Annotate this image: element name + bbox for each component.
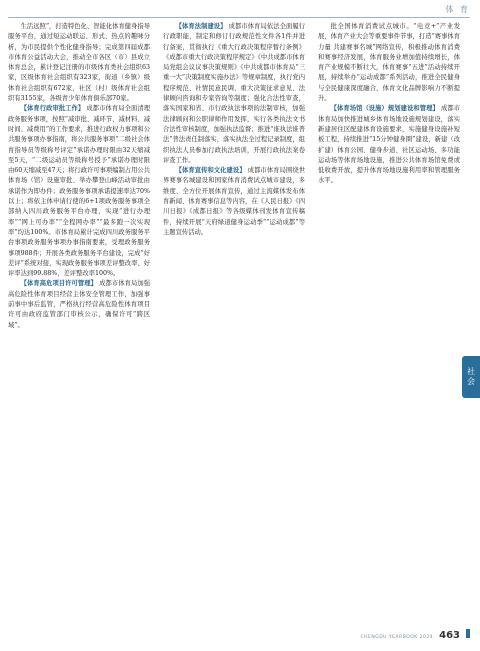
paragraph-text: 成都市体育局依法全面履行行政职能，制定和修订行政规范性文件各1件并进行备案，贯彻执行《重大行政决策程序暂行条例》《成都市重大行政决策程序规定》《中共成都市体育局党组会议议事决策规则》《中共成都市体育局“三重一大”决策制度实施办法》等规章制度，执行党内程序规范、社情民意民调、重大决策征求意见、法律顾问咨询和专家咨询等制度；强化合法性审查，落实国家和省、市行政执法事项的法制审核，加强法律顾问和公职律师作用发挥，实行各类执法文书合法性审核制度，加强执法监督；推进“谁执法谁普法”普法责任制落实，落实执法全过程记录制度，组织执法人员参加行政执法培训，开展行政执法案卷评查工作。 [163,23,305,164]
section-heading: 【体育宣传和文化建设】 [175,167,246,175]
paragraph [318,104,460,186]
paragraph [163,22,305,166]
paragraph-text: 成都市体育局加快推进城乡体育场地设施规划建设，落实新建居住区配建体育设施要求，实施健身设施补短板工程，持续推进“15分钟健身圈”建设，新建（改扩建）体育公园、健身步道、社区运动场、多功能运动场等体育场地设施，推进公共体育场馆免费或低收费开放，提升体育场地设施利用率和管理服务水平。 [318,105,460,185]
paragraph-text: 成都市体育局全面清理政务服务事项，按照“减审批、减环节、减材料、减时间、减费用”的工作要求，推进行政权力事项和公共服务事项办事指南，将公共服务事项“二级社会体育指导员等级称号评定”承诺办理时限由32天缩减至5天，“二级运动员等级称号授予”承诺办理时限由60天缩减至47天；将行政许可事项编制占用公共体育场（馆）设施审批、举办攀登山峰活动审批由承诺作为即办件；政务服务事项承诺提速率达70%以上；将依主体申请行使的6+1项政务服务事项全部纳入四川政务服务平台办理，实现“进行办理率”“网上可办率”“全程网办率”“最多跑一次实现率”均达100%。市体育局累计完成四川政务服务平台事项政务服务事项办事指南要素，受理政务服务事项988件；开展各类政务服务平台建设，完成“好差评”系统对接，实现政务服务事项差评整改率、好评率达到99.88%，差评整改率100%。 [8,105,150,278]
text-column-3 [318,22,460,622]
header-rule [8,17,470,18]
text-column-2 [163,22,305,622]
section-tag: 体 育 [445,5,470,14]
page-footer [360,629,470,641]
paragraph [163,166,305,238]
section-side-tab[interactable] [462,356,480,398]
text-column-1 [8,22,150,622]
section-heading: 【体育行政审批工作】 [20,105,85,113]
paragraph-text: 成都市体育局围绕世界赛事名城建设和国家体育消费试点城市建设，多维度、全方位开展体育宣传，通过主流媒体发布体育新闻、体育赛事信息等内容，在《人民日报》《四川日报》《成都日报》等各级媒体刊发体育宣传稿件，持续开展“天府绿道健身运动季”“运动成都”等主题宣传活动。 [163,167,305,236]
section-heading: 【体育法制建设】 [175,23,227,30]
paragraph-text: 成都市体育局加强高危险性体育项目经营主体安全管理工作，加强事前事中事后监管，严格执行经营高危险性体育项目许可由政府监管部门审核公示，确保许可“跨区域”。 [8,280,150,329]
paragraph [8,104,150,279]
section-heading: 【体育高危项目许可管理】 [20,280,98,288]
paragraph [8,22,150,104]
page-number: 463 [439,630,460,641]
page-marker [466,629,470,638]
paragraph-text: 生活远照”，打造特色化、智能化体育健身指导服务平台，通过短运动联运、形式、热点的趣味分析，为市民提供个性化健身指导；完成第四届成都市体育公益活动大会，推动全市各区（市）县成立体育总会，累计登记注册的市级体育类社会组织63家，区级体育社会组织有323家，街道（乡镇）级体育社会组织有672家，社区（村）级体育社会组织有3155家，各级青少年体育俱乐部70家。 [8,23,150,103]
side-tab-label: 社会 [466,367,476,387]
paragraph [8,279,150,330]
paragraph-text: 批全国体育消费试点城市。“电竞+”产业发展，体育产业大会等重要事件节事，打造“赛事体育力量 共建赛事名城”网络宣传，积极推动体育消费和赛事经济发展，体育服务业增加值持续增长，体育产业规模不断壮大，体育赛事“五进”活动持续开展，持续举办“运动成都”系列活动，推进全民健身与全民健康深度融合，体育文化品牌影响力不断提升。 [318,23,460,103]
paragraph [318,22,460,104]
section-heading: 【体育场馆（设施）规划建设和管理】 [330,105,439,113]
yearbook-name: CHENGDU YEARBOOK 2024 [360,635,434,640]
